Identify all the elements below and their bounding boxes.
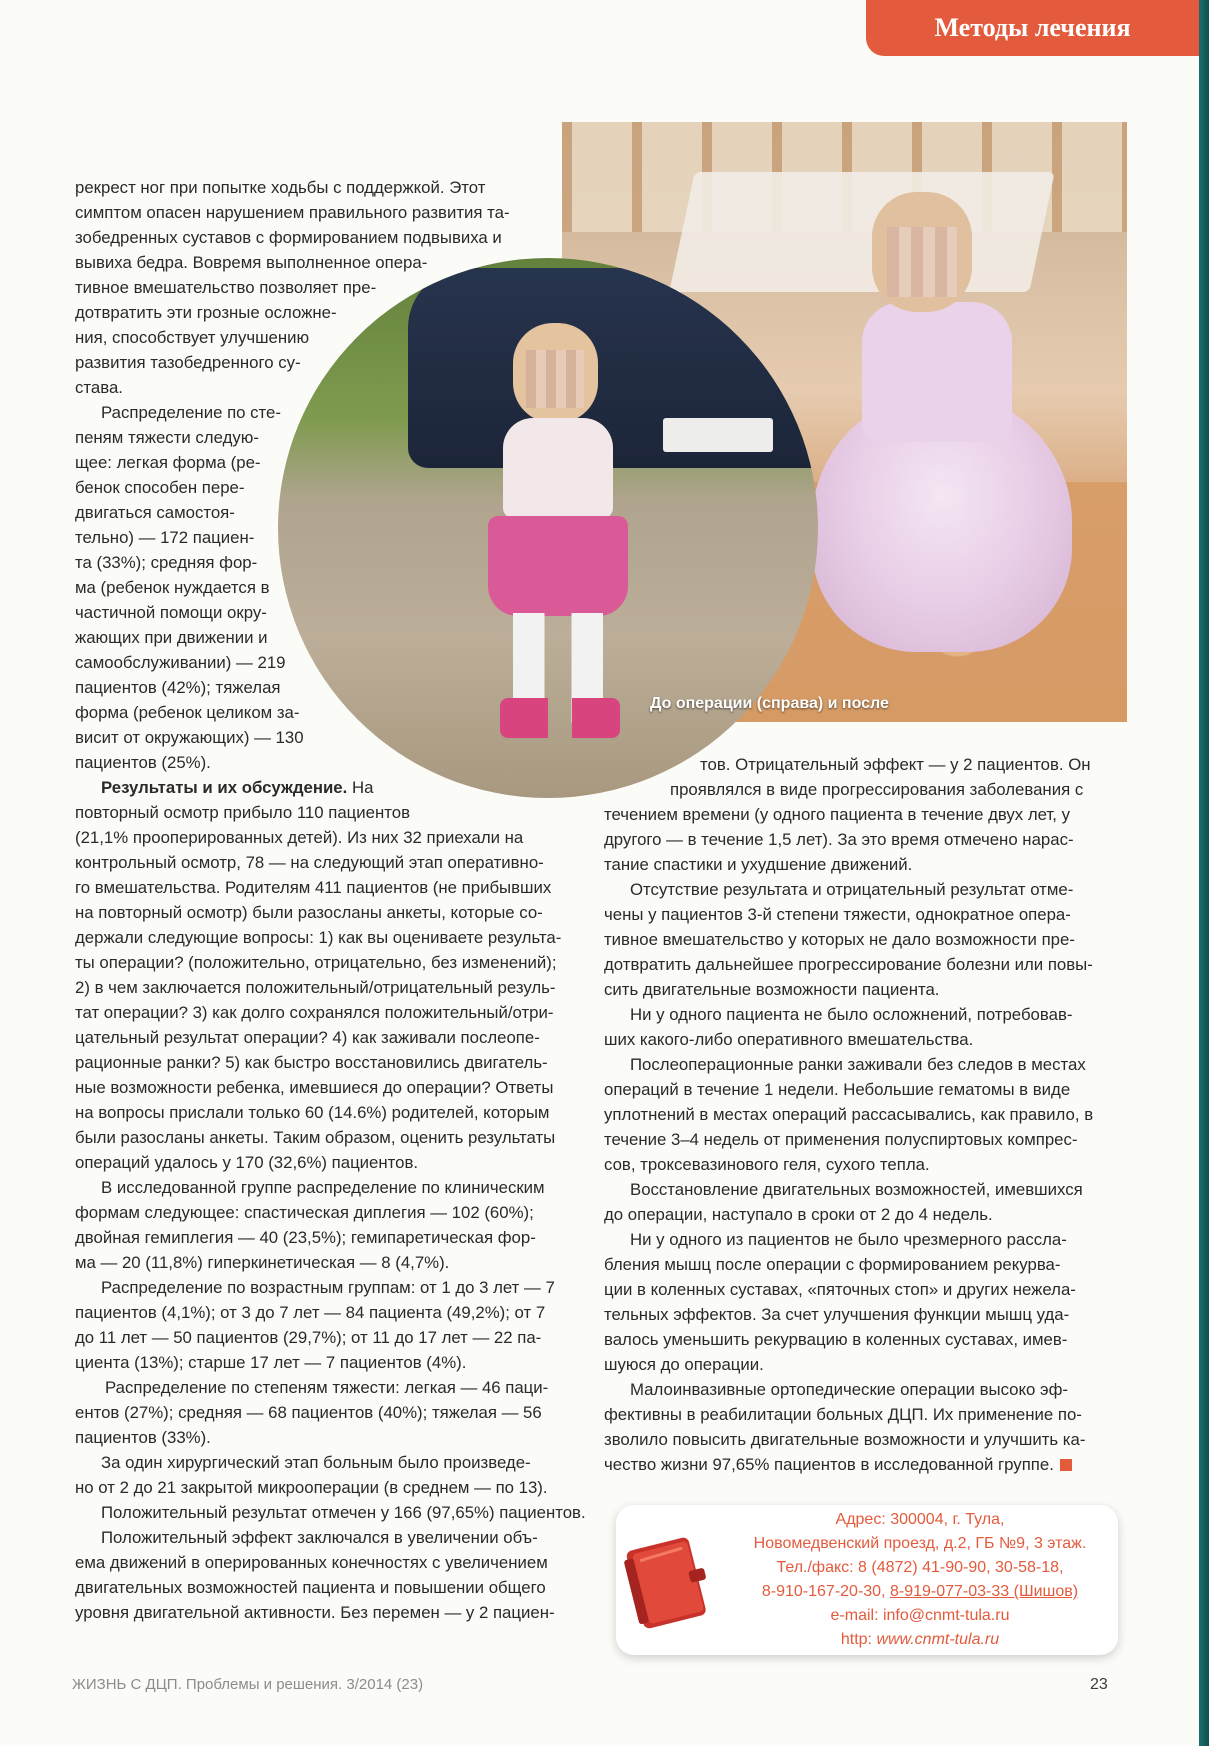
- photo-bodice: [862, 302, 1012, 442]
- text-line: ших какого-либо оперативного вмешательства.: [604, 1030, 974, 1049]
- text-line: уплотнений в местах операций рассасывались, как правило, в: [604, 1105, 1094, 1124]
- text-line: Ни у одного пациента не было осложнений, потребовав-: [630, 1005, 1073, 1024]
- text-line: операций удалось у 170 (32,6%) пациентов.: [75, 1153, 419, 1172]
- text-line: на вопросы прислали только 60 (14.6%) родителей, которым: [75, 1103, 550, 1122]
- text-line: Малоинвазивные ортопедические операции высоко эф-: [630, 1380, 1068, 1399]
- text-line: но от 2 до 21 закрытой микрооперации (в среднем — по 13).: [75, 1478, 548, 1497]
- text-line: двойная гемиплегия — 40 (23,5%); гемипаретическая фор-: [75, 1228, 536, 1247]
- text-line: За один хирургический этап больным было произведе-: [101, 1453, 531, 1472]
- text-line: до 11 лет — 50 пациентов (29,7%); от 11 до 17 лет — 22 па-: [75, 1328, 542, 1347]
- footer-journal-title: ЖИЗНЬ С ДЦП. Проблемы и решения. 3/2014 (23): [72, 1676, 424, 1693]
- text-line: Распределение по возрастным группам: от 1 до 3 лет — 7: [101, 1278, 555, 1297]
- photo-girl-skirt: [488, 516, 628, 616]
- text-line: тельных эффектов. За счет улучшения функции мышц уда-: [604, 1305, 1070, 1324]
- text-line: течение 3–4 недель от применения полуспиртовых компрес-: [604, 1130, 1078, 1149]
- text-line: Ни у одного из пациентов не было чрезмерного рассла-: [630, 1230, 1067, 1249]
- text-line: ема движений в оперированных конечностях с увеличением: [75, 1553, 548, 1572]
- results-heading-bold: Результаты и их обсуждение.: [101, 778, 348, 797]
- text-line: ма (ребенок нуждается в: [75, 578, 270, 597]
- text-line: форма (ребенок целиком за-: [75, 703, 300, 722]
- contact-email[interactable]: e-mail: info@cnmt-tula.ru: [830, 1607, 1010, 1624]
- text-line: дотвратить эти грозные осложне-: [75, 303, 337, 322]
- text-line: тельно) — 172 пациен-: [75, 528, 255, 547]
- text-line: висит от окружающих) — 130: [75, 728, 304, 747]
- page-number: 23: [1090, 1676, 1108, 1693]
- text-line: циента (13%); старше 17 лет — 7 пациентов (4%).: [75, 1353, 467, 1372]
- text-line: зобедренных суставов с формированием подвывиха и: [75, 228, 502, 247]
- photo-face-blur: [887, 227, 957, 297]
- text-line: уровня двигательной активности. Без перемен — у 2 пациен-: [75, 1603, 555, 1622]
- contact-phone-1: Тел./факс: 8 (4872) 41-90-90, 30-58-18,: [776, 1559, 1064, 1576]
- text-line: самообслуживании) — 219: [75, 653, 286, 672]
- text-line: Распределение по сте-: [101, 403, 281, 422]
- text-line: пеням тяжести следую-: [75, 428, 259, 447]
- text-line: пациентов (25%).: [75, 753, 211, 772]
- text-line: сов, троксевазинового геля, сухого тепла.: [604, 1155, 930, 1174]
- text-line: частичной помощи окру-: [75, 603, 267, 622]
- text-line: повторный осмотр прибыло 110 пациентов: [75, 803, 411, 822]
- text-line: держали следующие вопросы: 1) как вы оцениваете результа-: [75, 928, 562, 947]
- text-line: Послеоперационные ранки заживали без следов в местах: [630, 1055, 1086, 1074]
- text-line: В исследованной группе распределение по клиническим: [101, 1178, 545, 1197]
- contact-phone-2-b[interactable]: 8-919-077-03-33 (Шишов): [889, 1583, 1079, 1600]
- text-line: валось уменьшить рекурвацию в коленных суставах, имев-: [604, 1330, 1068, 1349]
- text-line: Положительный эффект заключался в увеличении объ-: [101, 1528, 538, 1547]
- end-mark: [1060, 1459, 1072, 1471]
- text-line: жающих при движении и: [75, 628, 268, 647]
- text-line: ции в коленных суставах, «пяточных стоп» и других нежела-: [604, 1280, 1076, 1299]
- text-line: зволило повысить двигательные возможности и улучшить ка-: [604, 1430, 1086, 1449]
- results-heading-tail: На: [351, 778, 374, 797]
- text-line: течением времени (у одного пациента в течение двух лет, у: [604, 805, 1070, 824]
- text-line: става.: [75, 378, 123, 397]
- contact-address-1: Адрес: 300004, г. Тула,: [835, 1511, 1005, 1528]
- photo-girl-shoes: [500, 698, 620, 738]
- text-line: операций в течение 1 недели. Небольшие гематомы в виде: [604, 1080, 1071, 1099]
- text-line: формам следующее: спастическая диплегия — 102 (60%);: [75, 1203, 534, 1222]
- text-line: Отсутствие результата и отрицательный результат отме-: [630, 880, 1074, 899]
- text-line: ные возможности ребенка, имевшиеся до операции? Ответы: [75, 1078, 554, 1097]
- text-line: пациентов (4,1%); от 3 до 7 лет — 84 пациента (49,2%); от 7: [75, 1303, 546, 1322]
- text-line: тание спастики и ухудшение движений.: [604, 855, 913, 874]
- photo-girl-face-blur: [526, 350, 584, 408]
- text-line: тивное вмешательство у которых не дало возможности пре-: [604, 930, 1075, 949]
- contact-http-url[interactable]: www.cnmt-tula.ru: [876, 1631, 1000, 1648]
- text-line: двигаться самостоя-: [75, 503, 235, 522]
- text-line: ты операции? (положительно, отрицательно, без изменений);: [75, 953, 557, 972]
- text-line: проявлялся в виде прогрессирования заболевания с: [670, 780, 1084, 799]
- text-line: контрольный осмотр, 78 — на следующий этап оперативно-: [75, 853, 544, 872]
- contact-phone-2-a: 8-910-167-20-30,: [761, 1583, 890, 1600]
- text-line: на повторный осмотр) были разосланы анкеты, которые со-: [75, 903, 543, 922]
- text-line: цательный результат операции? 4) как заживали послеопе-: [75, 1028, 540, 1047]
- text-line: та (33%); средняя фор-: [75, 553, 258, 572]
- text-line: развития тазобедренного су-: [75, 353, 301, 372]
- text-line: двигательных возможностей пациента и повышении общего: [75, 1578, 546, 1597]
- text-line: рационные ранки? 5) как быстро восстановились двигатель-: [75, 1053, 548, 1072]
- text-line: го вмешательства. Родителям 411 пациентов (не прибывших: [75, 878, 552, 897]
- text-line: чество жизни 97,65% пациентов в исследованной группе.: [604, 1452, 1072, 1477]
- text-line: тивное вмешательство позволяет пре-: [75, 278, 377, 297]
- contact-http-label: http:: [840, 1631, 877, 1648]
- text-line: тат операции? 3) как долго сохранялся положительный/отри-: [75, 1003, 554, 1022]
- photo-after-surgery: [278, 258, 818, 798]
- text-line: Восстановление двигательных возможностей, имевшихся: [630, 1180, 1083, 1199]
- results-heading: [101, 775, 373, 800]
- text-line: другого — в течение 1,5 лет). За это время отмечено нарас-: [604, 830, 1074, 849]
- photo-caption: До операции (справа) и после: [650, 695, 889, 712]
- text-line: симптом опасен нарушением правильного развития та-: [75, 203, 510, 222]
- text-line: чены у пациентов 3-й степени тяжести, однократное опера-: [604, 905, 1071, 924]
- text-line: пациентов (42%); тяжелая: [75, 678, 281, 697]
- text-line: были разосланы анкеты. Таким образом, оценить результаты: [75, 1128, 556, 1147]
- text-line: рекрест ног при попытке ходьбы с поддержкой. Этот: [75, 178, 486, 197]
- page-edge-stripe: [1199, 0, 1209, 1746]
- text-line: щее: легкая форма (ре-: [75, 453, 261, 472]
- text-line: бенок способен пере-: [75, 478, 245, 497]
- text-line: пациентов (33%).: [75, 1428, 211, 1447]
- text-line: фективны в реабилитации больных ДЦП. Их применение по-: [604, 1405, 1082, 1424]
- text-line: дотвратить дальнейшее прогрессирование болезни или повы-: [604, 955, 1093, 974]
- contact-phone-2: [730, 1580, 1110, 1604]
- text-line: тов. Отрицательный эффект — у 2 пациентов. Он: [700, 755, 1091, 774]
- text-line: ентов (27%); средняя — 68 пациентов (40%); тяжелая — 56: [75, 1403, 542, 1422]
- text-line: бления мышц после операции с формированием рекурва-: [604, 1255, 1061, 1274]
- text-line: 2) в чем заключается положительный/отрицательный резуль-: [75, 978, 556, 997]
- section-tab: Методы лечения: [866, 0, 1199, 56]
- text-line: Распределение по степеням тяжести: легкая — 46 паци-: [105, 1378, 549, 1397]
- text-line: сить двигательные возможности пациента.: [604, 980, 940, 999]
- text-line: Положительный результат отмечен у 166 (97,65%) пациентов.: [101, 1503, 586, 1522]
- address-book-icon: [620, 1533, 712, 1631]
- text-line: вывиха бедра. Вовремя выполненное опера-: [75, 253, 428, 272]
- photo-girl-shirt: [503, 418, 613, 518]
- photo-license-plate: [663, 418, 773, 452]
- text-line: ма — 20 (11,8%) гиперкинетическая — 8 (4,7%).: [75, 1253, 450, 1272]
- text-line: ния, способствует улучшению: [75, 328, 310, 347]
- text-line: до операции, наступало в сроки от 2 до 4 недель.: [604, 1205, 993, 1224]
- contact-website[interactable]: [730, 1628, 1110, 1652]
- contact-address-2: Новомедвенский проезд, д.2, ГБ №9, 3 этаж.: [753, 1535, 1087, 1552]
- text-line: (21,1% прооперированных детей). Из них 32 приехали на: [75, 828, 524, 847]
- text-line: шуюся до операции.: [604, 1355, 764, 1374]
